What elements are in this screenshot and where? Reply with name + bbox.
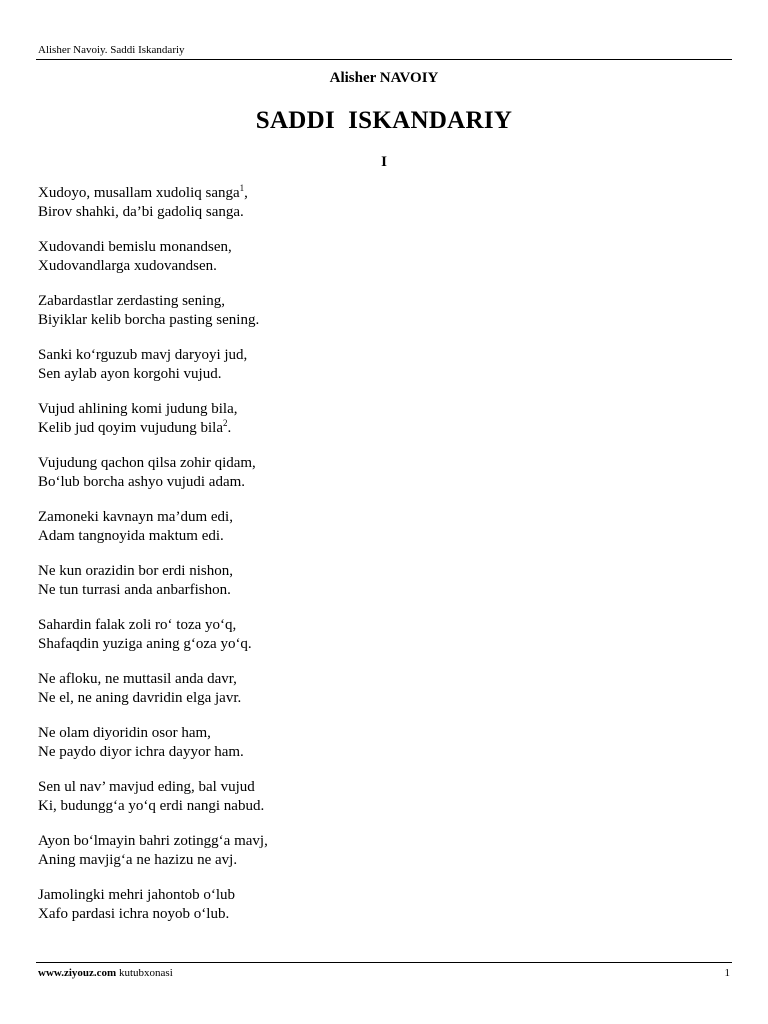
verse-text: Bo‘lub borcha ashyo vujudi adam. <box>38 474 246 490</box>
stanza <box>38 184 268 222</box>
verse-text: Ne kun orazidin bor erdi nishon, <box>38 563 233 579</box>
verse-line <box>38 346 268 365</box>
verse-line <box>38 581 268 600</box>
verse-text: Ayon bo‘lmayin bahri zotingg‘a mavj, <box>38 833 268 849</box>
verse-line <box>38 365 268 384</box>
verse-text: Xudovandlarga xudovandsen. <box>38 258 217 274</box>
verse-line <box>38 508 268 527</box>
stanza <box>38 400 268 438</box>
footer-source <box>38 967 173 979</box>
stanza <box>38 454 268 492</box>
verse-line <box>38 562 268 581</box>
verse-text: Birov shahki, da’bi gadoliq sanga. <box>38 204 244 220</box>
stanza <box>38 508 268 546</box>
verse-text: Zamoneki kavnayn ma’dum edi, <box>38 509 233 525</box>
stanza <box>38 886 268 924</box>
header-rule <box>36 59 732 60</box>
verse-punctuation: . <box>227 420 232 436</box>
stanza <box>38 670 268 708</box>
verse-text: Ne olam diyoridin osor ham, <box>38 725 211 741</box>
verse-line <box>38 797 268 816</box>
verse-text: Vujud ahlining komi judung bila, <box>38 401 238 417</box>
verse-line <box>38 311 268 330</box>
stanza <box>38 778 268 816</box>
verse-text: Jamolingki mehri jahontob o‘lub <box>38 887 236 903</box>
verse-line <box>38 527 268 546</box>
verse-text: Ne el, ne aning davridin elga javr. <box>38 690 242 706</box>
footer-rule <box>36 962 732 963</box>
verse-text: Aning mavjig‘a ne hazizu ne avj. <box>38 852 238 868</box>
verse-text: Biyiklar kelib borcha pasting sening. <box>38 312 260 328</box>
verse-line <box>38 886 268 905</box>
page-number: 1 <box>724 967 730 979</box>
verse-text: Adam tangnoyida maktum edi. <box>38 528 224 544</box>
verse-line <box>38 400 268 419</box>
verse-text: Ne tun turrasi anda anbarfishon. <box>38 582 231 598</box>
verse-line <box>38 184 268 203</box>
stanza <box>38 724 268 762</box>
verse-line <box>38 778 268 797</box>
verse-line <box>38 292 268 311</box>
author-name: Alisher NAVOIY <box>329 70 439 86</box>
running-header: Alisher Navoiy. Saddi Iskandariy <box>38 44 185 56</box>
stanza <box>38 616 268 654</box>
stanza <box>38 292 268 330</box>
page-title: SADDI ISKANDARIY <box>255 107 513 134</box>
verse-line <box>38 724 268 743</box>
verse-line <box>38 616 268 635</box>
verse-line <box>38 419 268 438</box>
stanza <box>38 832 268 870</box>
verse-text: Sen aylab ayon korgohi vujud. <box>38 366 222 382</box>
verse-text: Xudovandi bemislu monandsen, <box>38 239 232 255</box>
stanza <box>38 562 268 600</box>
verse-line <box>38 257 268 276</box>
verse-line <box>38 905 268 924</box>
stanza <box>38 346 268 384</box>
verse-text: Xudoyo, musallam xudoliq sanga <box>38 185 240 201</box>
verse-punctuation: , <box>244 185 248 201</box>
verse-line <box>38 689 268 708</box>
footnote-marker[interactable]: 2 <box>223 418 228 428</box>
section-number: I <box>381 154 387 170</box>
footnote-marker[interactable]: 1 <box>239 183 245 193</box>
verse-text: Sen ul nav’ mavjud eding, bal vujud <box>38 779 255 795</box>
verse-line <box>38 743 268 762</box>
footer-site-suffix: kutubxonasi <box>116 967 173 979</box>
verse-line <box>38 473 268 492</box>
verse-text: Sahardin falak zoli ro‘ toza yo‘q, <box>38 617 237 633</box>
verse-text: Ki, budungg‘a yo‘q erdi nangi nabud. <box>38 798 265 814</box>
verse-line <box>38 454 268 473</box>
verse-text: Ne afloku, ne muttasil anda davr, <box>38 671 237 687</box>
poem <box>38 184 268 940</box>
verse-text: Zabardastlar zerdasting sening, <box>38 293 226 309</box>
verse-line <box>38 635 268 654</box>
verse-text: Vujudung qachon qilsa zohir qidam, <box>38 455 256 471</box>
stanza <box>38 238 268 276</box>
verse-text: Sanki ko‘rguzub mavj daryoyi jud, <box>38 347 248 363</box>
verse-line <box>38 851 268 870</box>
verse-text: Shafaqdin yuziga aning g‘oza yo‘q. <box>38 636 252 652</box>
verse-line <box>38 203 268 222</box>
verse-text: Xafo pardasi ichra noyob o‘lub. <box>38 906 230 922</box>
verse-text: Kelib jud qoyim vujudung bila <box>38 420 223 436</box>
verse-line <box>38 670 268 689</box>
verse-line <box>38 832 268 851</box>
verse-line <box>38 238 268 257</box>
verse-text: Ne paydo diyor ichra dayyor ham. <box>38 744 244 760</box>
footer-site-link[interactable]: www.ziyouz.com <box>38 967 117 979</box>
